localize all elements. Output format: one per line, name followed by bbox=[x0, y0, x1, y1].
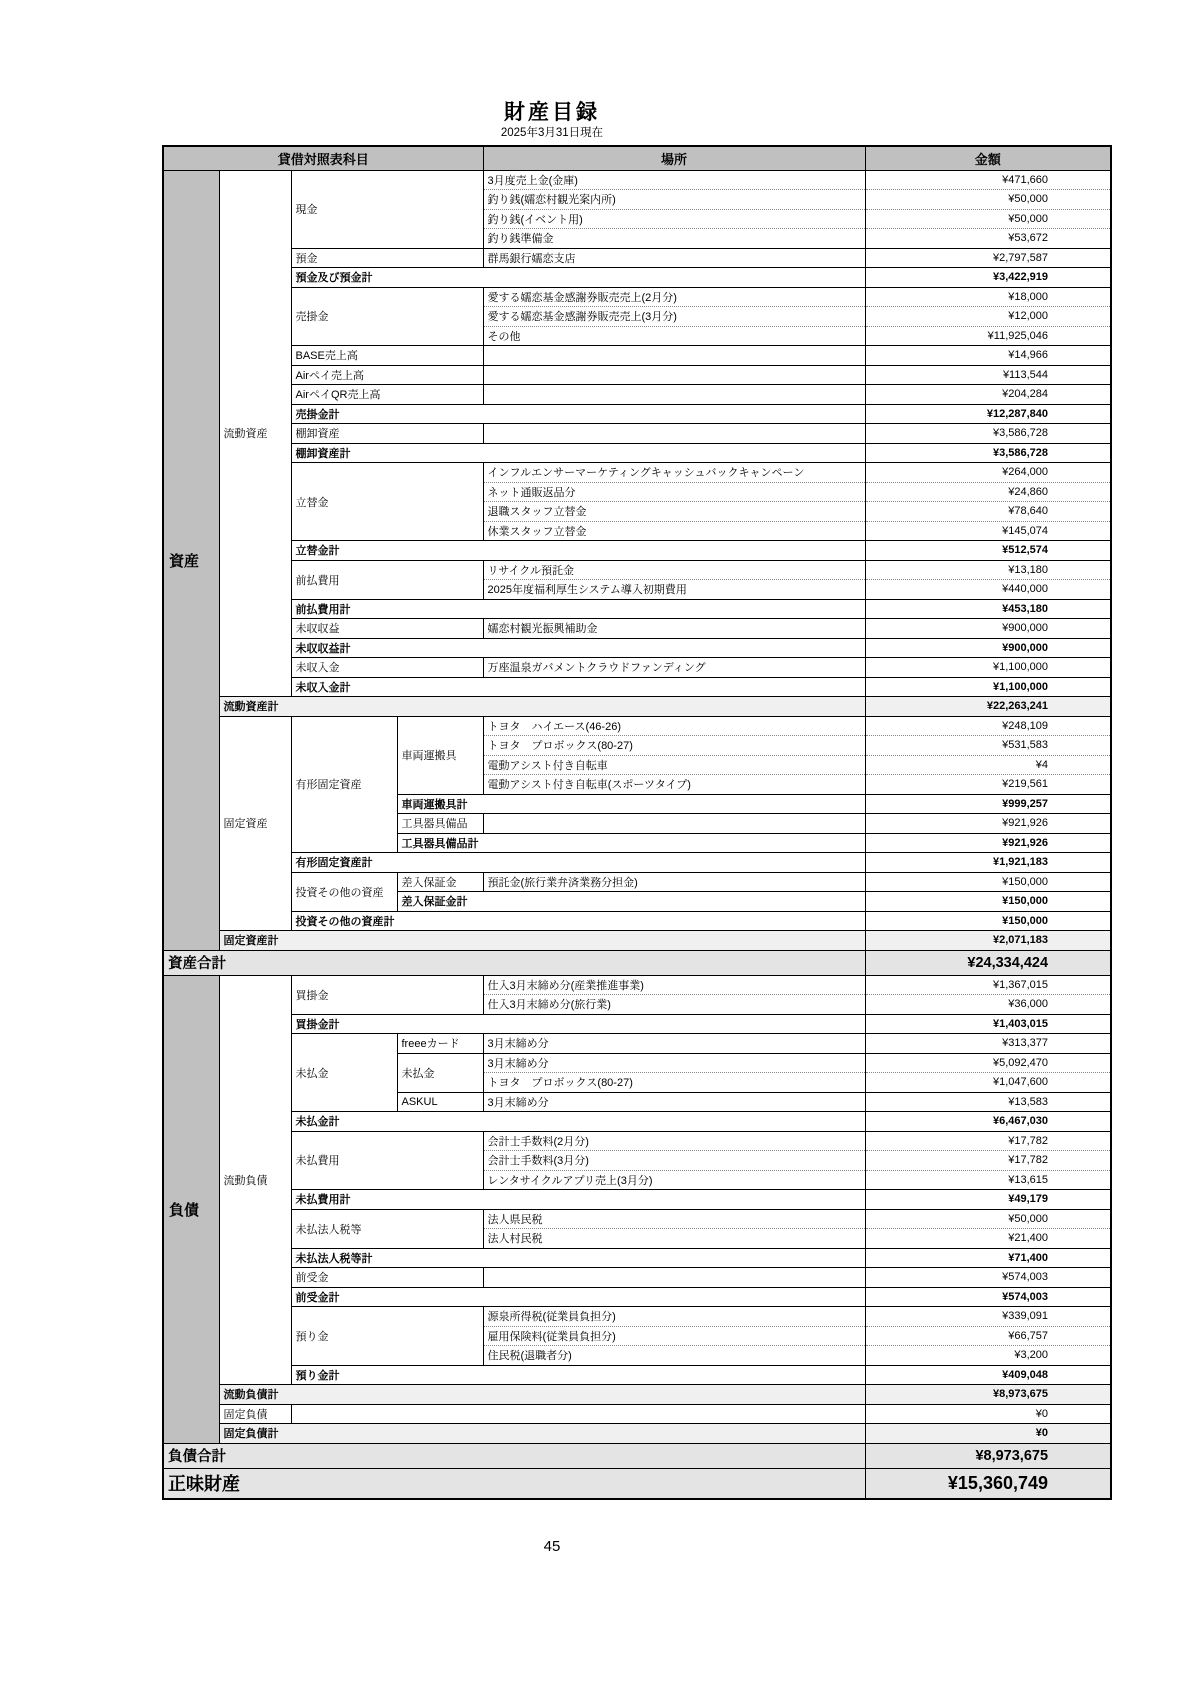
location-cell: トヨタ ハイエース(46-26) bbox=[483, 716, 865, 736]
amount-cell: ¥5,092,470 bbox=[865, 1053, 1111, 1073]
table-row bbox=[163, 1424, 1111, 1444]
amount-cell: ¥900,000 bbox=[865, 619, 1111, 639]
subtotal-label-cell: 未払法人税等計 bbox=[291, 1248, 865, 1268]
account-group-cell: 未払金 bbox=[397, 1053, 483, 1092]
subtotal-label-cell: 売掛金計 bbox=[291, 404, 865, 424]
location-cell: 会計士手数料(3月分) bbox=[483, 1151, 865, 1171]
document-title: 財産目録 bbox=[504, 101, 600, 124]
table-row bbox=[163, 560, 1111, 580]
subtotal-amount-cell: ¥150,000 bbox=[865, 892, 1111, 912]
subtotal-label-cell: 前受金計 bbox=[291, 1287, 865, 1307]
amount-cell: ¥150,000 bbox=[865, 872, 1111, 892]
amount-cell: ¥1,367,015 bbox=[865, 975, 1111, 995]
amount-cell: ¥3,586,728 bbox=[865, 424, 1111, 444]
table-row bbox=[163, 443, 1111, 463]
amount-cell: ¥313,377 bbox=[865, 1034, 1111, 1054]
location-cell: インフルエンサーマーケティングキャッシュバックキャンペーン bbox=[483, 463, 865, 483]
subtotal-label-cell: 工具器具備品計 bbox=[397, 833, 865, 853]
subtotal-label-cell: 棚卸資産計 bbox=[291, 443, 865, 463]
table-row bbox=[163, 404, 1111, 424]
amount-cell: ¥14,966 bbox=[865, 346, 1111, 366]
location-cell: ネット通販返品分 bbox=[483, 482, 865, 502]
subtotal-amount-cell: ¥900,000 bbox=[865, 638, 1111, 658]
location-cell: 3月度売上金(金庫) bbox=[483, 170, 865, 190]
table-row bbox=[163, 1209, 1111, 1229]
table-row bbox=[163, 853, 1111, 873]
table-row bbox=[163, 1385, 1111, 1405]
amount-cell: ¥18,000 bbox=[865, 287, 1111, 307]
category-label-cell: 負債 bbox=[163, 975, 219, 1443]
grand-total-label-cell: 資産合計 bbox=[163, 950, 865, 975]
location-cell bbox=[483, 424, 865, 444]
account-group-cell: 前払費用 bbox=[291, 560, 483, 599]
location-cell: 嬬恋村観光振興補助金 bbox=[483, 619, 865, 639]
account-group-cell: 未収入金 bbox=[291, 658, 483, 678]
header-balance-sheet-items: 貸借対照表科目 bbox=[163, 146, 483, 170]
subtotal-amount-cell: ¥921,926 bbox=[865, 833, 1111, 853]
account-group-cell: freeeカード bbox=[397, 1034, 483, 1054]
amount-cell: ¥66,757 bbox=[865, 1326, 1111, 1346]
table-row bbox=[163, 268, 1111, 288]
amount-cell: ¥78,640 bbox=[865, 502, 1111, 522]
location-cell: 預託金(旅行業弁済業務分担金) bbox=[483, 872, 865, 892]
location-cell: その他 bbox=[483, 326, 865, 346]
document-date: 2025年3月31日現在 bbox=[500, 127, 604, 139]
table-row bbox=[163, 287, 1111, 307]
amount-cell: ¥50,000 bbox=[865, 209, 1111, 229]
table-row bbox=[163, 1307, 1111, 1327]
amount-cell: ¥53,672 bbox=[865, 229, 1111, 249]
page-number: 45 bbox=[543, 1538, 561, 1555]
table-row bbox=[163, 716, 1111, 736]
amount-cell: ¥113,544 bbox=[865, 365, 1111, 385]
table-row bbox=[163, 1190, 1111, 1210]
account-group-cell: 固定資産 bbox=[219, 716, 291, 931]
subtotal-amount-cell: ¥150,000 bbox=[865, 911, 1111, 931]
section-total-label-cell: 固定負債計 bbox=[219, 1424, 865, 1444]
location-cell: 3月末締め分 bbox=[483, 1092, 865, 1112]
amount-cell: ¥531,583 bbox=[865, 736, 1111, 756]
table-row bbox=[163, 1365, 1111, 1385]
amount-cell: ¥921,926 bbox=[865, 814, 1111, 834]
table-row bbox=[163, 911, 1111, 931]
location-cell: 3月末締め分 bbox=[483, 1034, 865, 1054]
account-group-cell: 未収収益 bbox=[291, 619, 483, 639]
account-group-cell: 未払金 bbox=[291, 1034, 397, 1112]
amount-cell: ¥440,000 bbox=[865, 580, 1111, 600]
location-cell: 源泉所得税(従業員負担分) bbox=[483, 1307, 865, 1327]
account-group-cell: ASKUL bbox=[397, 1092, 483, 1112]
account-group-cell: 流動負債 bbox=[219, 975, 291, 1385]
amount-cell: ¥11,925,046 bbox=[865, 326, 1111, 346]
subtotal-label-cell: 車両運搬具計 bbox=[397, 794, 865, 814]
table-row bbox=[163, 1131, 1111, 1151]
account-group-cell: 棚卸資産 bbox=[291, 424, 483, 444]
location-cell: 愛する嬬恋基金感謝券販売売上(2月分) bbox=[483, 287, 865, 307]
location-cell: 釣り銭準備金 bbox=[483, 229, 865, 249]
subtotal-amount-cell: ¥71,400 bbox=[865, 1248, 1111, 1268]
amount-cell: ¥36,000 bbox=[865, 995, 1111, 1015]
section-total-label-cell: 固定資産計 bbox=[219, 931, 865, 951]
amount-cell: ¥1,047,600 bbox=[865, 1073, 1111, 1093]
location-cell: 電動アシスト付き自転車 bbox=[483, 755, 865, 775]
table-row bbox=[163, 385, 1111, 405]
account-group-cell: 投資その他の資産 bbox=[291, 872, 397, 911]
account-group-cell: 売掛金 bbox=[291, 287, 483, 346]
header-location: 場所 bbox=[483, 146, 865, 170]
location-cell: 法人村民税 bbox=[483, 1229, 865, 1249]
subtotal-amount-cell: ¥453,180 bbox=[865, 599, 1111, 619]
subtotal-amount-cell: ¥999,257 bbox=[865, 794, 1111, 814]
location-cell bbox=[483, 365, 865, 385]
account-group-cell: 固定負債 bbox=[219, 1404, 291, 1424]
subtotal-label-cell: 有形固定資産計 bbox=[291, 853, 865, 873]
subtotal-label-cell: 預金及び預金計 bbox=[291, 268, 865, 288]
subtotal-label-cell: 立替金計 bbox=[291, 541, 865, 561]
table-row bbox=[163, 1404, 1111, 1424]
location-cell bbox=[483, 1268, 865, 1288]
location-cell: 雇用保険料(従業員負担分) bbox=[483, 1326, 865, 1346]
subtotal-amount-cell: ¥3,422,919 bbox=[865, 268, 1111, 288]
table-row bbox=[163, 1268, 1111, 1288]
subtotal-amount-cell: ¥2,071,183 bbox=[865, 931, 1111, 951]
amount-cell: ¥264,000 bbox=[865, 463, 1111, 483]
amount-cell: ¥13,615 bbox=[865, 1170, 1111, 1190]
amount-cell: ¥21,400 bbox=[865, 1229, 1111, 1249]
subtotal-label-cell: 未収入金計 bbox=[291, 677, 865, 697]
table-row bbox=[163, 463, 1111, 483]
account-group-cell: 預り金 bbox=[291, 1307, 483, 1366]
amount-cell: ¥24,860 bbox=[865, 482, 1111, 502]
category-label-cell: 資産 bbox=[163, 170, 219, 950]
table-row bbox=[163, 1287, 1111, 1307]
amount-cell: ¥17,782 bbox=[865, 1131, 1111, 1151]
subtotal-amount-cell: ¥49,179 bbox=[865, 1190, 1111, 1210]
subtotal-label-cell: 未払費用計 bbox=[291, 1190, 865, 1210]
location-cell: 2025年度福利厚生システム導入初期費用 bbox=[483, 580, 865, 600]
table-row bbox=[163, 638, 1111, 658]
table-row bbox=[163, 975, 1111, 995]
location-cell: 3月末締め分 bbox=[483, 1053, 865, 1073]
table-header-row bbox=[163, 146, 1111, 170]
location-cell: 群馬銀行嬬恋支店 bbox=[483, 248, 865, 268]
subtotal-amount-cell: ¥12,287,840 bbox=[865, 404, 1111, 424]
subtotal-label-cell: 差入保証金計 bbox=[397, 892, 865, 912]
amount-cell: ¥50,000 bbox=[865, 190, 1111, 210]
location-cell bbox=[483, 346, 865, 366]
account-group-cell: 工具器具備品 bbox=[397, 814, 483, 834]
subtotal-amount-cell: ¥574,003 bbox=[865, 1287, 1111, 1307]
subtotal-amount-cell: ¥1,100,000 bbox=[865, 677, 1111, 697]
table-row bbox=[163, 365, 1111, 385]
location-cell: 休業スタッフ立替金 bbox=[483, 521, 865, 541]
table-row bbox=[163, 697, 1111, 717]
grand-total-amount-cell: ¥24,334,424 bbox=[865, 950, 1111, 975]
table-row bbox=[163, 248, 1111, 268]
amount-cell: ¥204,284 bbox=[865, 385, 1111, 405]
amount-cell: ¥248,109 bbox=[865, 716, 1111, 736]
amount-cell: ¥339,091 bbox=[865, 1307, 1111, 1327]
amount-cell: ¥2,797,587 bbox=[865, 248, 1111, 268]
amount-cell: ¥1,100,000 bbox=[865, 658, 1111, 678]
account-group-cell: Airペイ売上高 bbox=[291, 365, 483, 385]
subtotal-amount-cell: ¥1,921,183 bbox=[865, 853, 1111, 873]
table-row bbox=[163, 424, 1111, 444]
account-group-cell: 流動資産 bbox=[219, 170, 291, 697]
table-row bbox=[163, 931, 1111, 951]
amount-cell: ¥0 bbox=[865, 1404, 1111, 1424]
table-row bbox=[163, 599, 1111, 619]
subtotal-label-cell: 買掛金計 bbox=[291, 1014, 865, 1034]
table-row bbox=[163, 346, 1111, 366]
amount-cell: ¥50,000 bbox=[865, 1209, 1111, 1229]
subtotal-label-cell: 未払金計 bbox=[291, 1112, 865, 1132]
location-cell: 万座温泉ガバメントクラウドファンディング bbox=[483, 658, 865, 678]
section-total-label-cell: 流動負債計 bbox=[219, 1385, 865, 1405]
table-row bbox=[163, 1443, 1111, 1468]
amount-cell: ¥4 bbox=[865, 755, 1111, 775]
subtotal-label-cell: 預り金計 bbox=[291, 1365, 865, 1385]
property-inventory-table bbox=[162, 145, 1112, 1500]
location-cell: トヨタ プロボックス(80-27) bbox=[483, 736, 865, 756]
subtotal-amount-cell: ¥6,467,030 bbox=[865, 1112, 1111, 1132]
subtotal-label-cell: 前払費用計 bbox=[291, 599, 865, 619]
amount-cell: ¥12,000 bbox=[865, 307, 1111, 327]
grand-total-amount-cell: ¥8,973,675 bbox=[865, 1443, 1111, 1468]
amount-cell: ¥17,782 bbox=[865, 1151, 1111, 1171]
location-cell: トヨタ プロボックス(80-27) bbox=[483, 1073, 865, 1093]
subtotal-amount-cell: ¥409,048 bbox=[865, 1365, 1111, 1385]
amount-cell: ¥574,003 bbox=[865, 1268, 1111, 1288]
table-row bbox=[163, 1248, 1111, 1268]
account-group-cell: 前受金 bbox=[291, 1268, 483, 1288]
table-row bbox=[163, 872, 1111, 892]
net-assets-label-cell: 正味財産 bbox=[163, 1468, 865, 1499]
amount-cell: ¥13,180 bbox=[865, 560, 1111, 580]
subtotal-label-cell: 投資その他の資産計 bbox=[291, 911, 865, 931]
grand-total-label-cell: 負債合計 bbox=[163, 1443, 865, 1468]
subtotal-label-cell: 未収収益計 bbox=[291, 638, 865, 658]
account-group-cell: 未払費用 bbox=[291, 1131, 483, 1190]
account-group-cell: 差入保証金 bbox=[397, 872, 483, 892]
account-group-cell: 車両運搬具 bbox=[397, 716, 483, 794]
location-cell: 住民税(退職者分) bbox=[483, 1346, 865, 1366]
account-group-cell: AirペイQR売上高 bbox=[291, 385, 483, 405]
section-total-label-cell: 流動資産計 bbox=[219, 697, 865, 717]
location-cell: 仕入3月末締め分(産業推進事業) bbox=[483, 975, 865, 995]
net-assets-amount-cell: ¥15,360,749 bbox=[865, 1468, 1111, 1499]
account-group-cell: 未払法人税等 bbox=[291, 1209, 483, 1248]
location-cell: 退職スタッフ立替金 bbox=[483, 502, 865, 522]
location-cell: 釣り銭(嬬恋村観光案内所) bbox=[483, 190, 865, 210]
account-group-cell: 現金 bbox=[291, 170, 483, 248]
location-cell bbox=[483, 814, 865, 834]
location-cell: リサイクル預託金 bbox=[483, 560, 865, 580]
amount-cell: ¥13,583 bbox=[865, 1092, 1111, 1112]
subtotal-amount-cell: ¥8,973,675 bbox=[865, 1385, 1111, 1405]
account-group-cell: 立替金 bbox=[291, 463, 483, 541]
table-row bbox=[163, 1112, 1111, 1132]
subtotal-amount-cell: ¥0 bbox=[865, 1424, 1111, 1444]
location-cell: 釣り銭(イベント用) bbox=[483, 209, 865, 229]
account-group-cell: BASE売上高 bbox=[291, 346, 483, 366]
location-cell: 法人県民税 bbox=[483, 1209, 865, 1229]
table-row bbox=[163, 541, 1111, 561]
subtotal-amount-cell: ¥512,574 bbox=[865, 541, 1111, 561]
account-group-cell: 預金 bbox=[291, 248, 483, 268]
table-row bbox=[163, 677, 1111, 697]
amount-cell: ¥219,561 bbox=[865, 775, 1111, 795]
location-cell: 愛する嬬恋基金感謝券販売売上(3月分) bbox=[483, 307, 865, 327]
table-row bbox=[163, 950, 1111, 975]
property-table-body bbox=[163, 170, 1111, 1499]
location-cell: 会計士手数料(2月分) bbox=[483, 1131, 865, 1151]
account-group-cell: 買掛金 bbox=[291, 975, 483, 1014]
subtotal-amount-cell: ¥3,586,728 bbox=[865, 443, 1111, 463]
table-row bbox=[163, 658, 1111, 678]
location-cell: 電動アシスト付き自転車(スポーツタイプ) bbox=[483, 775, 865, 795]
subtotal-amount-cell: ¥1,403,015 bbox=[865, 1014, 1111, 1034]
amount-cell: ¥471,660 bbox=[865, 170, 1111, 190]
amount-cell: ¥145,074 bbox=[865, 521, 1111, 541]
location-cell: レンタサイクルアプリ売上(3月分) bbox=[483, 1170, 865, 1190]
amount-cell: ¥3,200 bbox=[865, 1346, 1111, 1366]
location-cell bbox=[483, 385, 865, 405]
location-cell: 仕入3月末締め分(旅行業) bbox=[483, 995, 865, 1015]
location-cell bbox=[291, 1404, 865, 1424]
table-row bbox=[163, 1014, 1111, 1034]
table-row bbox=[163, 1468, 1111, 1499]
table-row bbox=[163, 170, 1111, 190]
table-row bbox=[163, 619, 1111, 639]
account-group-cell: 有形固定資産 bbox=[291, 716, 397, 853]
header-amount: 金額 bbox=[865, 146, 1111, 170]
subtotal-amount-cell: ¥22,263,241 bbox=[865, 697, 1111, 717]
table-row bbox=[163, 1034, 1111, 1054]
